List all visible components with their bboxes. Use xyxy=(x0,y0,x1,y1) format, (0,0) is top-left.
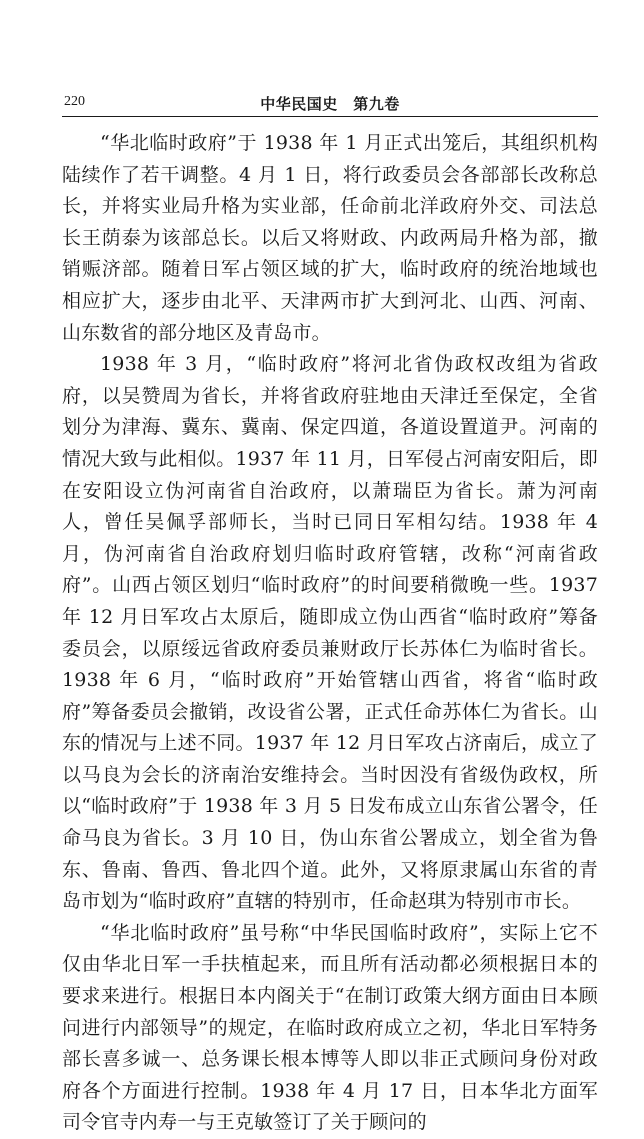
body-text xyxy=(62,128,598,1139)
paragraph: 1938 年 3 月，“临时政府”将河北省伪政权改组为省政府，以吴赞周为省长，并将省政府驻地由天津迁至保定，全省划分为津海、冀东、冀南、保定四道，各道设置道尹。河南的情况大致与此相似。1937 年 11 月，日军侵占河南安阳后，即在安阳设立伪河南省自治政府，以萧瑞臣为省长。萧为河南人，曾任吴佩孚部师长，当时已同日军相勾结。1938 年 4 月，伪河南省自治政府划归临时政府管辖，改称“河南省政府”。山西占领区划归“临时政府”的时间要稍微晚一些。1937 年 12 月日军攻占太原后，随即成立伪山西省“临时政府”筹备委员会，以原绥远省政府委员兼财政厅长苏体仁为临时省长。1938 年 6 月，“临时政府”开始管辖山西省，将省“临时政府”筹备委员会撤销，改设省公署，正式任命苏体仁为省长。山东的情况与上述不同。1937 年 12 月日军攻占济南后，成立了以马良为会长的济南治安维持会。当时因没有省级伪政权，所以“临时政府”于 1938 年 3 月 5 日发布成立山东省公署令，任命马良为省长。3 月 10 日，伪山东省公署成立，划全省为鲁东、鲁南、鲁西、鲁北四个道。此外，又将原隶属山东省的青岛市划为“临时政府”直辖的特别市，任命赵琪为特别市市长。 xyxy=(62,353,598,913)
paragraph: “华北临时政府”虽号称“中华民国临时政府”，实际上它不仅由华北日军一手扶植起来，而且所有活动都必须根据日本的要求来进行。根据日本内阁关于“在制订政策大纲方面由日本顾问进行内部领导”的规定，在临时政府成立之初，华北日军特务部长喜多诚一、总务课长根本博等人即以非正式顾问身份对政府各个方面进行控制。1938 年 4 月 17 日，日本华北方面军司令官寺内寿一与王克敏签订了关于顾问的 xyxy=(62,921,598,1134)
running-title: 中华民国史 第九卷 xyxy=(260,95,400,113)
page-header xyxy=(62,92,598,117)
page-number: 220 xyxy=(64,94,85,109)
paragraph: “华北临时政府”于 1938 年 1 月正式出笼后，其组织机构陆续作了若干调整。4 月 1 日，将行政委员会各部部长改称总长，并将实业局升格为实业部，任命前北洋政府外交、司法总长王荫泰为该部总长。以后又将财政、内政两局升格为部，撤销赈济部。随着日军占领区域的扩大，临时政府的统治地域也相应扩大，逐步由北平、天津两市扩大到河北、山西、河南、山东数省的部分地区及青岛市。 xyxy=(62,132,598,344)
